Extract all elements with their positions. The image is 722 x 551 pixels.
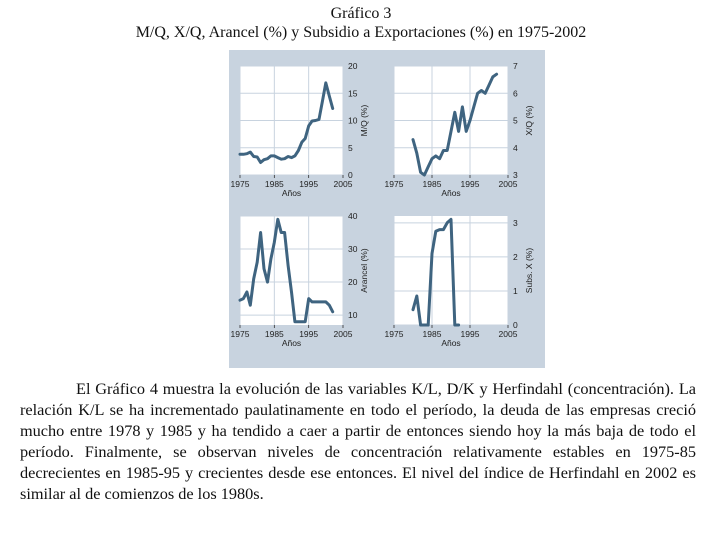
x-axis-label: Años (441, 188, 461, 198)
y-tick-label: 0 (348, 170, 353, 180)
x-tick-label: 2005 (498, 179, 518, 189)
chart-xq (385, 61, 534, 198)
x-tick-label: 1975 (384, 329, 404, 339)
y-axis-label: Subs. X (%) (524, 247, 534, 294)
x-tick-label: 1975 (230, 329, 250, 339)
y-tick-label: 40 (348, 211, 358, 221)
y-tick-label: 10 (348, 310, 358, 321)
x-tick-label: 1995 (460, 329, 480, 339)
figure-caption: M/Q, X/Q, Arancel (%) y Subsidio a Exportaciones (%) en 1975-2002 (135, 24, 587, 41)
x-tick-label: 2005 (333, 179, 353, 189)
chart-arancel (231, 211, 369, 348)
y-axis-label: X/Q (%) (524, 105, 534, 136)
y-tick-label: 4 (513, 142, 518, 153)
x-tick-label: 1985 (422, 179, 442, 189)
figure-header (0, 4, 722, 42)
figure-panel (229, 50, 545, 368)
figure-label: Gráfico 3 (330, 5, 392, 22)
y-tick-label: 20 (348, 277, 358, 288)
body-paragraph: El Gráfico 4 muestra la evolución de las variables K/L, D/K y Herfindahl (concentración). La relación K/L se ha incrementado paulatinamente en todo el período, la deuda de las empresas creció mucho entre 1978 y 1985 y ha tendido a caer a partir de entonces siendo hoy la más baja de todo el período. Finalmente, se observan niveles de concentración relativamente estables en 1975-85 decrecientes en 1985-95 y crecientes desde ese entonces. El nivel del índice de Herfindahl en 2002 es similar al de comienzos de los 1980s. (20, 379, 696, 503)
y-tick-label: 1 (513, 285, 518, 296)
y-tick-label: 7 (513, 61, 518, 71)
x-tick-label: 1985 (264, 329, 284, 339)
y-tick-label: 20 (348, 61, 358, 71)
y-tick-label: 3 (513, 217, 518, 228)
x-tick-label: 1975 (230, 179, 250, 189)
x-tick-label: 1995 (299, 179, 319, 189)
x-tick-label: 1985 (422, 329, 442, 339)
x-tick-label: 1985 (264, 179, 284, 189)
x-tick-label: 2005 (498, 329, 518, 339)
y-tick-label: 0 (513, 320, 518, 330)
x-tick-label: 1995 (460, 179, 480, 189)
x-axis-label: Años (281, 188, 302, 198)
y-tick-label: 3 (513, 170, 518, 180)
x-tick-label: 1975 (384, 179, 404, 189)
y-tick-label: 2 (513, 251, 518, 262)
x-tick-label: 1995 (299, 329, 319, 339)
figure-graphic (229, 50, 545, 368)
y-tick-label: 30 (348, 244, 358, 255)
chart-mq (231, 61, 369, 198)
x-axis-label: Años (281, 338, 302, 348)
y-tick-label: 10 (348, 115, 358, 126)
y-tick-label: 6 (513, 88, 518, 99)
chart-subsidio (385, 216, 534, 348)
x-tick-label: 2005 (333, 329, 353, 339)
y-tick-label: 5 (513, 115, 518, 126)
y-axis-label: Arancel (%) (359, 248, 369, 293)
y-axis-label: M/Q (%) (359, 104, 369, 137)
x-axis-label: Años (441, 338, 461, 348)
y-tick-label: 5 (348, 142, 353, 153)
y-tick-label: 15 (348, 88, 358, 99)
